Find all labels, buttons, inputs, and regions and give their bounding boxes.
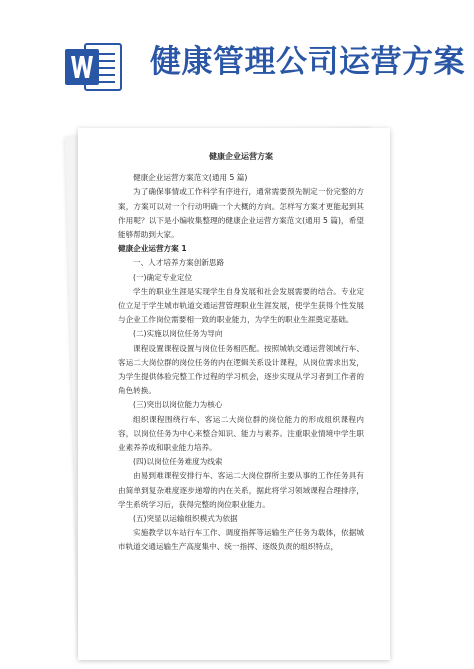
document-paragraph: (一)确定专业定位 bbox=[133, 272, 193, 282]
document-paragraph: 健康企业运营方案范文(通用 5 篇) bbox=[133, 173, 248, 183]
document-page bbox=[78, 128, 390, 660]
page-title: 健康管理公司运营方案 bbox=[150, 44, 465, 80]
document-paragraph: (三)突出以岗位能力为核心 bbox=[133, 400, 223, 410]
document-paragraph: 为了确保事情或工作科学有序进行，通常需要预先制定一份完整的方案，方案可以对一个行动明确一个大概的方向。怎样写方案才更能起到其作用呢？以下是小编收集整理的健康企业运营方案范文(通用 5 篇)，希望能够帮助到大家。 bbox=[118, 187, 364, 240]
document-paragraph: 由易到难课程安排行车、客运二大岗位群所主要从事的工作任务具有由简单到复杂难度逐步递增的内在关系，据此将学习领域课程合理排序，学生系统学习后，获得完整的岗位职业能力。 bbox=[118, 471, 364, 509]
document-paragraph: (四)以岗位任务难度为线索 bbox=[133, 457, 223, 467]
document-paragraph: 课程设置课程设置与岗位任务相匹配。按照城轨交通运营领域行车、客运二大岗位群的岗位任务的内在逻辑关系设计课程，从岗位需求出发，为学生提供体验完整工作过程的学习机会，逐步实现从学习者到工作者的角色转换。 bbox=[118, 343, 364, 396]
document-body bbox=[118, 150, 364, 555]
document-paragraph: 实施教学以车站行车工作、调度指挥等运输生产任务为载体，依据城市轨道交通运输生产高度集中、统一指挥、逐级负责的组织特点， bbox=[118, 528, 364, 552]
document-paragraph: (二)实施以岗位任务为导向 bbox=[133, 329, 223, 339]
document-title: 健康企业运营方案 bbox=[209, 152, 273, 161]
document-paragraph: 一、人才培养方案创新思路 bbox=[133, 258, 225, 268]
document-paragraph: 健康企业运营方案 1 bbox=[118, 244, 187, 254]
document-paragraph: 组织课程围绕行车、客运二大岗位群的岗位能力的形成组织课程内容，以岗位任务为中心来整合知识、能力与素养。注重职业情境中学生职业素养养成和职业能力培养。 bbox=[118, 414, 364, 453]
word-document-icon bbox=[63, 36, 125, 98]
banner bbox=[0, 0, 474, 100]
paragraph-list bbox=[118, 171, 364, 554]
document-paragraph: (五)突显以运输组织模式为依据 bbox=[133, 514, 238, 524]
document-paragraph: 学生的职业生涯是实现学生自身发展和社会发展需要的结合。专业定位立足于学生城市轨道交通运营管理职业生涯发展，使学生获得个性发展与企业工作岗位需要相一致的职业能力，为学生的职业生涯奠定基础。 bbox=[118, 286, 364, 325]
